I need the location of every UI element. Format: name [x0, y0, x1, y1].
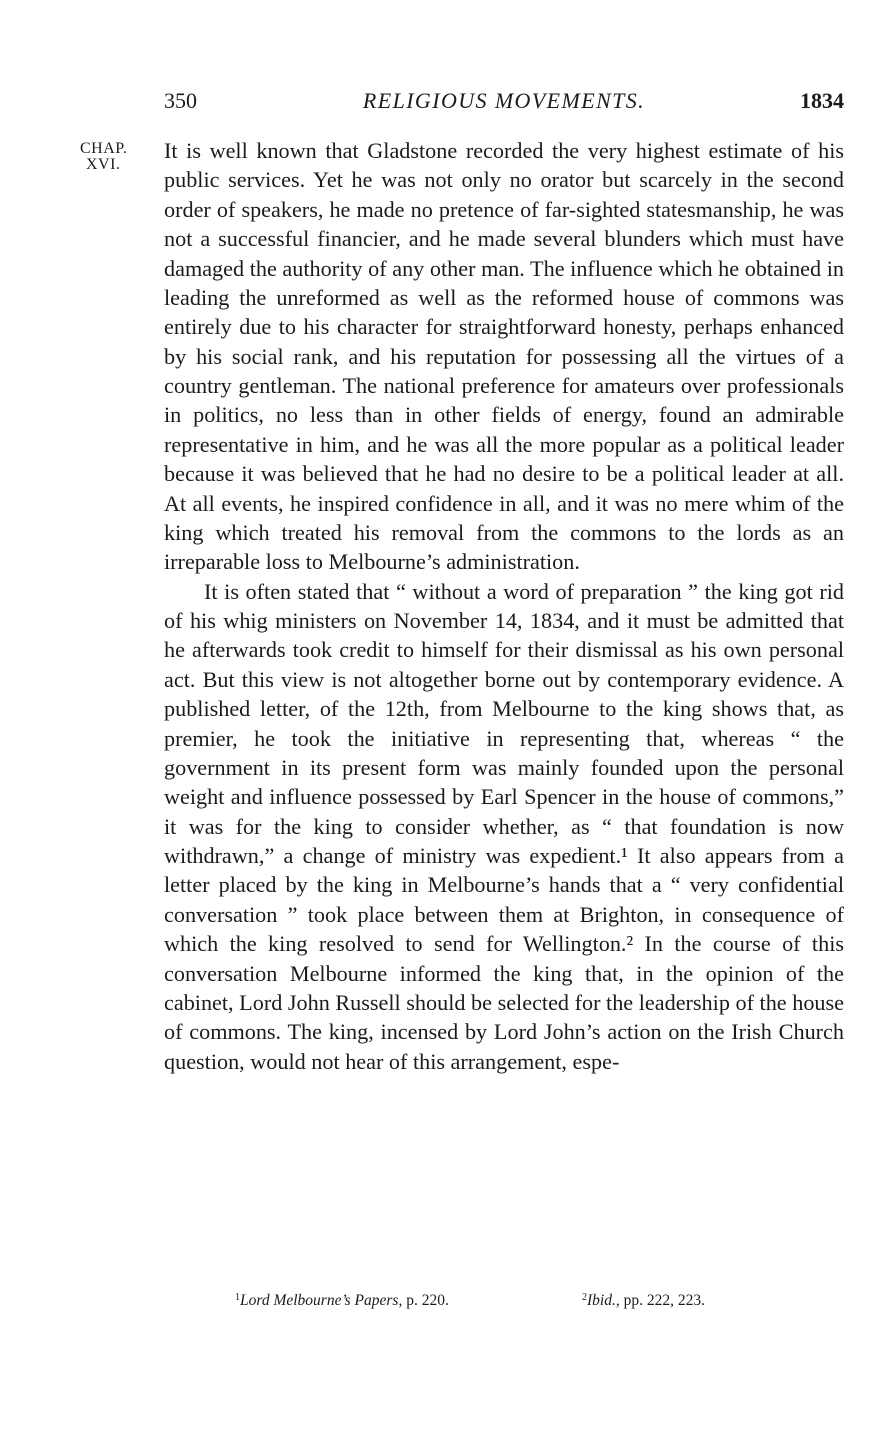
footnote [582, 1292, 705, 1310]
footnote-marker: 1 [235, 1292, 240, 1303]
running-title: RELIGIOUS MOVEMENTS. [362, 88, 646, 113]
body-text [164, 136, 844, 1076]
footnote-marker: 2 [582, 1292, 587, 1303]
footnote-source: Ibid. [587, 1292, 616, 1309]
body-paragraph: It is often stated that “ without a word of preparation ” the king got rid of his whig ministers on November 14, 1834, and it must be admitted that he afterwards took credit to himself for their dismissal as his own personal act. But this view is not altogether borne out by contemporary evidence. A published letter, of the 12th, from Melbourne to the king shows that, as premier, he took the initiative in representing that, whereas “ the government in its present form was mainly founded upon the personal weight and influence possessed by Earl Spencer in the house of commons,” it was for the king to consider whether, as “ that foundation is now withdrawn,” a change of ministry was expedient.¹ It also appears from a letter placed by the king in Melbourne’s hands that a “ very confidential conversation ” took place between them at Brighton, in consequence of which the king resolved to send for Wellington.² In the course of this conversation Melbourne informed the king that, in the opinion of the cabinet, Lord John Russell should be selected for the leadership of the house of commons. The king, incensed by Lord John’s action on the Irish Church question, would not hear of this arrangement, espe- [164, 578, 844, 1074]
footnote-reference: , pp. 222, 223. [615, 1292, 705, 1309]
header-year: 1834 [800, 88, 844, 113]
running-head [164, 88, 844, 118]
footnote-reference: , p. 220. [398, 1292, 449, 1309]
chapter-label: CHAP. [80, 140, 128, 157]
footnote [235, 1292, 449, 1310]
chapter-number: XVI. [86, 156, 121, 173]
chapter-marginal-label [80, 141, 158, 173]
body-paragraph: It is well known that Gladstone recorded the very highest estimate of his public services. Yet he was not only no orator but scarcely in the second order of speakers, he made no pretence of far-sighted statesmanship, he was not a successful financier, and he made several blunders which must have damaged the authority of any other man. The influence which he obtained in leading the unreformed as well as the reformed house of commons was entirely due to his character for straightforward honesty, perhaps enhanced by his social rank, and his reputation for possessing all the virtues of a country gentleman. The national preference for amateurs over professionals in politics, no less than in other fields of energy, found an admirable representative in him, and he was all the more popular as a political leader because it was believed that he had no desire to be a political leader at all. At all events, he inspired confidence in all, and it was no mere whim of the king which treated his removal from the commons to the lords as an irreparable loss to Melbourne’s administration. [164, 138, 844, 575]
footnote-source: Lord Melbourne’s Papers [240, 1292, 399, 1309]
page-number: 350 [164, 88, 197, 113]
footnotes [235, 1292, 795, 1316]
